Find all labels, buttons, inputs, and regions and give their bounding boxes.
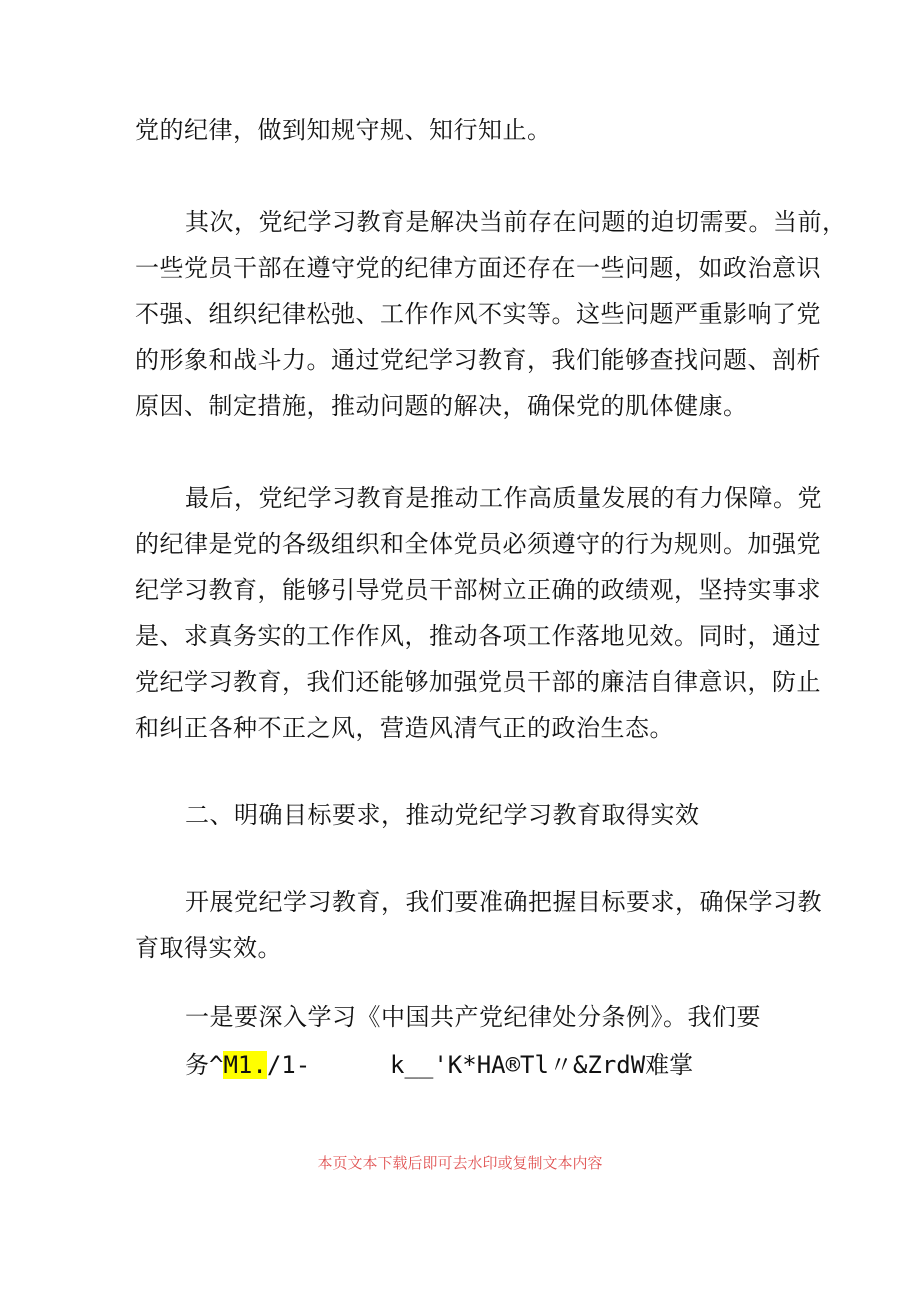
paragraph-2-line-4: 的形象和战斗力。通过党纪学习教育，我们能够查找问题、剖析: [135, 346, 821, 374]
paragraph-5-line-2-b: k__'K*HA®Tl〃&ZrdW难掌: [390, 1051, 694, 1079]
paragraph-intro-tail: 党的纪律，做到知规守规、知行知止。: [135, 116, 552, 144]
paragraph-3-line-4: 是、求真务实的工作作风，推动各项工作落地见效。同时，通过: [135, 622, 821, 650]
paragraph-4-line-2: 育取得实效。: [135, 934, 282, 962]
paragraph-3-line-5: 党纪学习教育，我们还能够加强党员干部的廉洁自律意识，防止: [135, 668, 821, 696]
paragraph-5-line-2-a: [185, 1050, 310, 1080]
garbled-text-middle: /1-: [266, 1051, 311, 1079]
garbled-text-start: 务^: [185, 1051, 224, 1079]
highlighted-text: M1.: [223, 1051, 267, 1079]
paragraph-2-line-1: 其次，党纪学习教育是解决当前存在问题的迫切需要。当前，: [185, 208, 847, 236]
section-heading-2: 二、明确目标要求，推动党纪学习教育取得实效: [185, 801, 700, 829]
paragraph-2-line-5: 原因、制定措施，推动问题的解决，确保党的肌体健康。: [135, 392, 748, 420]
paragraph-3-line-1: 最后，党纪学习教育是推动工作高质量发展的有力保障。党: [185, 484, 822, 512]
paragraph-5-line-1: 一是要深入学习《中国共产党纪律处分条例》。我们要: [185, 1003, 761, 1031]
paragraph-3-line-3: 纪学习教育，能够引导党员干部树立正确的政绩观，坚持实事求: [135, 576, 821, 604]
paragraph-2-line-3: 不强、组织纪律松弛、工作作风不实等。这些问题严重影响了党: [135, 300, 821, 328]
paragraph-3-line-2: 的纪律是党的各级组织和全体党员必须遵守的行为规则。加强党: [135, 530, 821, 558]
paragraph-2-line-2: 一些党员干部在遵守党的纪律方面还存在一些问题，如政治意识: [135, 254, 821, 282]
watermark-notice: 本页文本下载后即可去水印或复制文本内容: [317, 1154, 603, 1172]
paragraph-4-line-1: 开展党纪学习教育，我们要准确把握目标要求，确保学习教: [185, 888, 822, 916]
paragraph-3-line-6: 和纠正各种不正之风，营造风清气正的政治生态。: [135, 714, 674, 742]
